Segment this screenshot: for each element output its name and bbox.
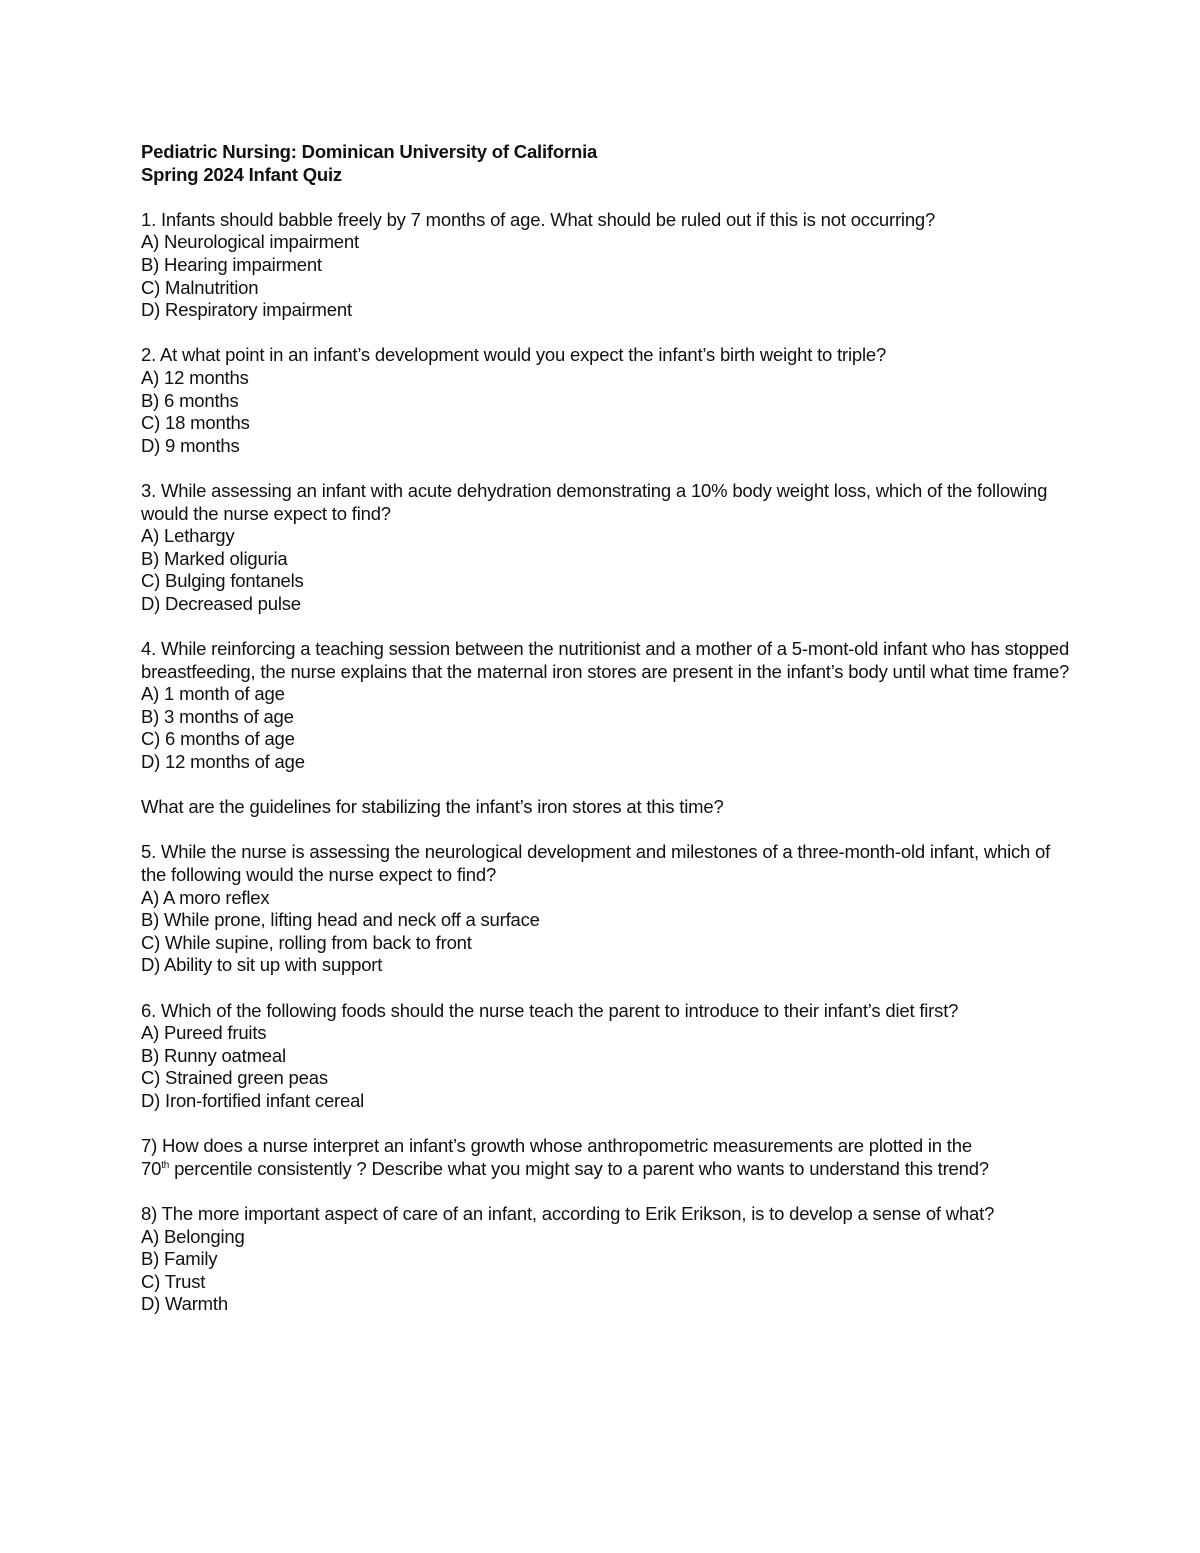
option-c: C) Malnutrition	[141, 276, 259, 298]
option-a: A) A moro reflex	[141, 886, 270, 908]
quiz-subtitle: Spring 2024 Infant Quiz	[141, 163, 342, 185]
question-text: 6. Which of the following foods should the nurse teach the parent to introduce to their infant’s diet first?	[141, 999, 959, 1021]
option-c: C) Bulging fontanels	[141, 570, 304, 592]
spacer	[141, 819, 1071, 842]
question-text: 3. While assessing an infant with acute dehydration demonstrating a 10% body weight loss, which of the following would the nurse expect to find?	[141, 479, 1048, 524]
spacer	[141, 977, 1071, 1000]
question-5	[141, 841, 1071, 977]
option-d: D) Respiratory impairment	[141, 299, 352, 321]
option-a: A) Neurological impairment	[141, 231, 359, 253]
document-page	[141, 141, 1071, 1316]
option-b: B) While prone, lifting head and neck off a surface	[141, 909, 540, 931]
option-d: D) Iron-fortified infant cereal	[141, 1089, 365, 1111]
follow-up-question: What are the guidelines for stabilizing the infant’s iron stores at this time?	[141, 796, 724, 818]
document-title: Pediatric Nursing: Dominican University of California	[141, 141, 598, 162]
option-b: B) 3 months of age	[141, 705, 294, 727]
question-1	[141, 209, 1071, 322]
option-b: B) Marked oliguria	[141, 547, 288, 569]
question-7	[141, 1135, 1071, 1180]
option-a: A) Pureed fruits	[141, 1022, 267, 1044]
option-d: D) Warmth	[141, 1293, 228, 1315]
option-a: A) 12 months	[141, 366, 249, 388]
option-a: A) Belonging	[141, 1225, 245, 1247]
question-text-part: 7) How does a nurse interpret an infant’s growth whose anthropometric measurements are plotted in the	[141, 1135, 972, 1157]
option-c: C) Trust	[141, 1270, 206, 1292]
percentile-value: 70	[141, 1157, 162, 1179]
spacer	[141, 457, 1071, 480]
question-text: 4. While reinforcing a teaching session between the nutritionist and a mother of a 5-mont-old infant who has stopped breastfeeding, the nurse explains that the maternal iron stores are present in the infant’s body until what time frame?	[141, 638, 1070, 682]
option-c: C) Strained green peas	[141, 1067, 328, 1089]
option-b: B) Hearing impairment	[141, 253, 322, 275]
question-text: 1. Infants should babble freely by 7 months of age. What should be ruled out if this is not occurring?	[141, 208, 936, 230]
question-6	[141, 1000, 1071, 1113]
option-c: C) 18 months	[141, 412, 250, 434]
spacer	[141, 322, 1071, 345]
option-d: D) 9 months	[141, 434, 240, 456]
question-3	[141, 480, 1071, 616]
option-b: B) Runny oatmeal	[141, 1044, 286, 1066]
spacer	[141, 186, 1071, 209]
question-text: 8) The more important aspect of care of an infant, according to Erik Erikson, is to develop a sense of what?	[141, 1202, 995, 1224]
option-d: D) Ability to sit up with support	[141, 954, 383, 976]
spacer	[141, 1180, 1071, 1203]
question-8	[141, 1203, 1071, 1316]
option-a: A) 1 month of age	[141, 683, 285, 705]
question-text: 5. While the nurse is assessing the neurological development and milestones of a three-month-old infant, which of the following would the nurse expect to find?	[141, 841, 1051, 885]
option-d: D) 12 months of age	[141, 751, 305, 773]
spacer	[141, 1113, 1071, 1136]
question-4	[141, 638, 1071, 774]
ordinal-suffix: th	[161, 1159, 170, 1171]
option-b: B) Family	[141, 1248, 218, 1270]
option-d: D) Decreased pulse	[141, 592, 301, 614]
question-text-part: percentile consistently ? Describe what you might say to a parent who wants to understand this trend?	[169, 1157, 989, 1179]
option-c: C) 6 months of age	[141, 728, 295, 750]
spacer	[141, 615, 1071, 638]
question-text: 2. At what point in an infant’s development would you expect the infant’s birth weight to triple?	[141, 344, 887, 366]
question-text	[141, 1135, 1071, 1180]
spacer	[141, 774, 1071, 797]
option-a: A) Lethargy	[141, 525, 235, 547]
option-c: C) While supine, rolling from back to front	[141, 931, 472, 953]
question-2	[141, 344, 1071, 457]
option-b: B) 6 months	[141, 389, 239, 411]
